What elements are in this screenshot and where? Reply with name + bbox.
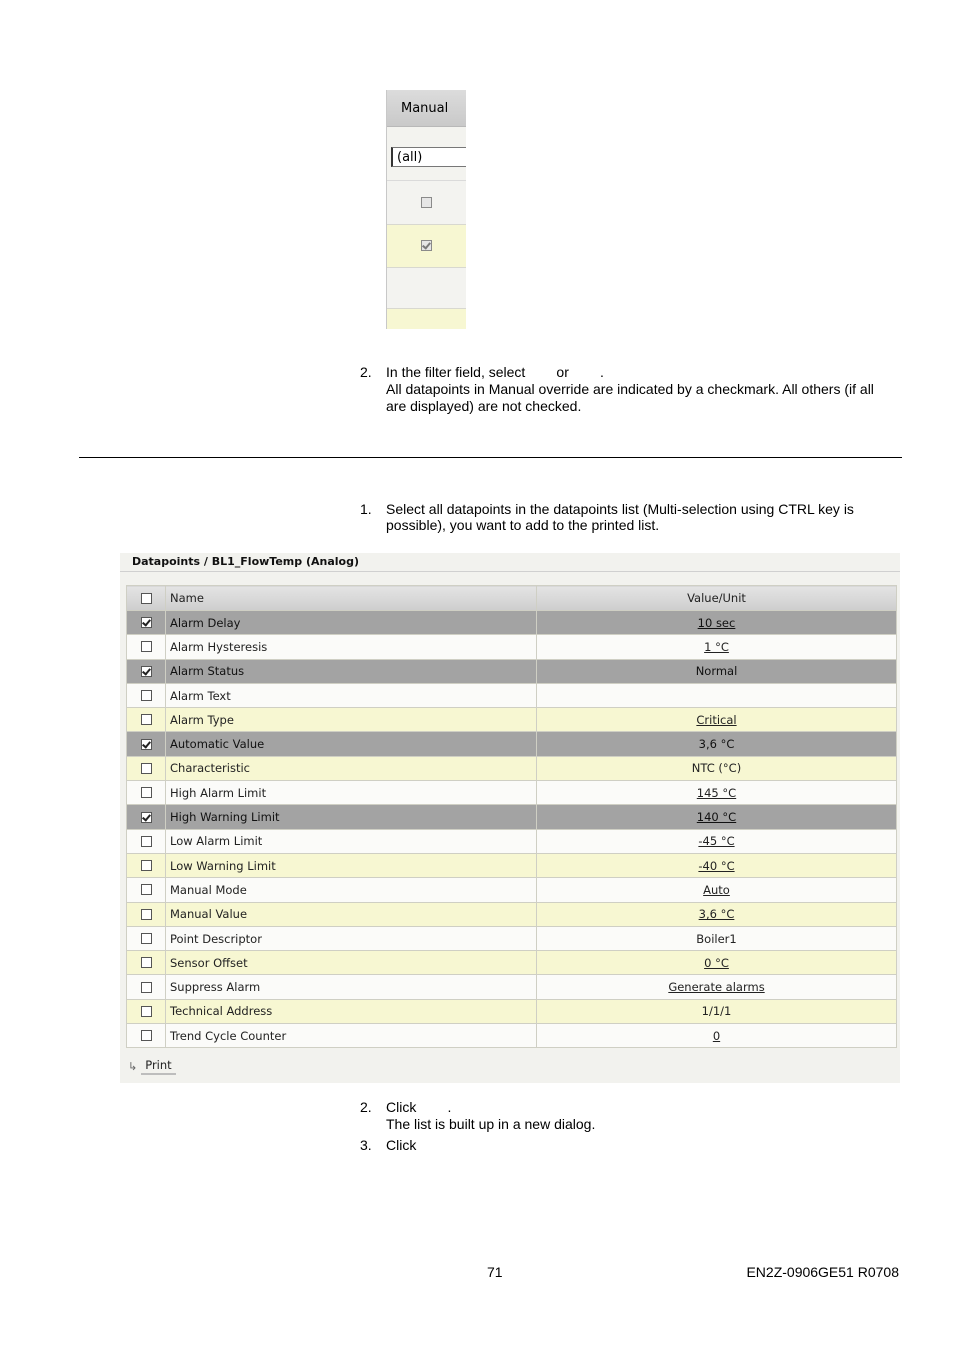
step-text: The list is built up in a new dialog. bbox=[386, 1116, 596, 1132]
table-row[interactable] bbox=[127, 902, 897, 926]
datapoint-value-cell bbox=[537, 805, 897, 829]
manual-column-header: Manual bbox=[387, 90, 466, 127]
checkbox-unchecked[interactable] bbox=[141, 641, 152, 652]
table-row[interactable] bbox=[127, 829, 897, 853]
datapoint-value: 1/1/1 bbox=[701, 1004, 732, 1019]
table-row[interactable] bbox=[127, 756, 897, 780]
datapoint-value-link[interactable]: -40 °C bbox=[698, 858, 735, 873]
step-text: All datapoints in Manual override are indicated by a checkmark. All others (if all bbox=[386, 381, 874, 397]
print-button[interactable] bbox=[128, 1058, 176, 1075]
manual-row-checked bbox=[387, 225, 466, 268]
row-checkbox-cell bbox=[127, 926, 166, 950]
manual-column-snippet bbox=[386, 90, 466, 329]
page-number: 71 bbox=[487, 1264, 503, 1280]
datapoint-value-link[interactable]: Generate alarms bbox=[668, 980, 765, 995]
table-row[interactable] bbox=[127, 611, 897, 635]
row-checkbox-cell bbox=[127, 683, 166, 707]
checkbox-checked[interactable] bbox=[141, 666, 152, 677]
table-row[interactable] bbox=[127, 708, 897, 732]
datapoint-name: Alarm Hysteresis bbox=[166, 635, 537, 659]
datapoint-value-cell bbox=[537, 902, 897, 926]
step-text: Select all datapoints in the datapoints list (Multi-selection using CTRL key is bbox=[386, 501, 854, 517]
table-header-row bbox=[127, 586, 897, 611]
datapoint-value-link[interactable]: Critical bbox=[696, 712, 737, 727]
table-row[interactable] bbox=[127, 635, 897, 659]
row-checkbox-cell bbox=[127, 635, 166, 659]
datapoint-name: Alarm Delay bbox=[166, 611, 537, 635]
manual-row-unchecked bbox=[387, 181, 466, 225]
row-checkbox-cell bbox=[127, 659, 166, 683]
row-checkbox-cell bbox=[127, 829, 166, 853]
datapoints-panel bbox=[120, 553, 900, 1083]
datapoint-value-link[interactable]: 1 °C bbox=[704, 639, 729, 654]
datapoint-value-link[interactable]: 3,6 °C bbox=[698, 907, 735, 922]
datapoint-value-cell bbox=[537, 975, 897, 999]
datapoint-value-cell bbox=[537, 999, 897, 1023]
datapoint-value-link[interactable]: Auto bbox=[703, 882, 730, 897]
step-number: 2. bbox=[360, 364, 372, 380]
datapoint-value: Boiler1 bbox=[696, 931, 737, 946]
manual-filter-select[interactable]: (all) bbox=[391, 147, 466, 167]
checkbox-unchecked[interactable] bbox=[421, 197, 432, 208]
table-row[interactable] bbox=[127, 975, 897, 999]
datapoint-name: Automatic Value bbox=[166, 732, 537, 756]
table-row[interactable] bbox=[127, 853, 897, 877]
checkbox-checked[interactable] bbox=[141, 739, 152, 750]
datapoint-name: Manual Mode bbox=[166, 878, 537, 902]
datapoint-name: Characteristic bbox=[166, 756, 537, 780]
title-divider bbox=[120, 571, 900, 572]
datapoint-value: Normal bbox=[695, 664, 738, 679]
step-number: 1. bbox=[360, 501, 372, 517]
table-row[interactable] bbox=[127, 805, 897, 829]
row-checkbox-cell bbox=[127, 1024, 166, 1048]
row-checkbox-cell bbox=[127, 611, 166, 635]
print-button-label: Print bbox=[141, 1058, 175, 1075]
datapoint-name: High Alarm Limit bbox=[166, 781, 537, 805]
datapoint-value-cell bbox=[537, 951, 897, 975]
checkbox-unchecked[interactable] bbox=[141, 933, 152, 944]
checkbox-unchecked[interactable] bbox=[141, 763, 152, 774]
document-id: EN2Z-0906GE51 R0708 bbox=[746, 1264, 899, 1280]
row-checkbox-cell bbox=[127, 781, 166, 805]
step-text: Click bbox=[386, 1137, 417, 1153]
row-checkbox-cell bbox=[127, 999, 166, 1023]
datapoint-name: Low Warning Limit bbox=[166, 853, 537, 877]
table-row[interactable] bbox=[127, 951, 897, 975]
datapoint-value-cell bbox=[537, 926, 897, 950]
datapoint-value-cell bbox=[537, 611, 897, 635]
datapoint-name: Trend Cycle Counter bbox=[166, 1024, 537, 1048]
datapoint-value-link[interactable]: 145 °C bbox=[696, 785, 737, 800]
table-row[interactable] bbox=[127, 1024, 897, 1048]
arrow-icon: ↳ bbox=[128, 1060, 138, 1073]
datapoint-value-link[interactable]: 140 °C bbox=[696, 810, 737, 825]
datapoint-value-cell bbox=[537, 683, 897, 707]
datapoint-name: Sensor Offset bbox=[166, 951, 537, 975]
row-checkbox-cell bbox=[127, 902, 166, 926]
checkbox-unchecked[interactable] bbox=[141, 1006, 152, 1017]
checkbox-unchecked[interactable] bbox=[141, 836, 152, 847]
checkbox-checked[interactable] bbox=[141, 617, 152, 628]
column-header-value[interactable]: Value/Unit bbox=[537, 586, 897, 611]
datapoint-value-cell bbox=[537, 829, 897, 853]
checkbox-unchecked[interactable] bbox=[141, 957, 152, 968]
step-text: Click . bbox=[386, 1099, 452, 1115]
row-checkbox-cell bbox=[127, 878, 166, 902]
datapoint-name: Manual Value bbox=[166, 902, 537, 926]
datapoint-value-cell bbox=[537, 659, 897, 683]
datapoint-value: 3,6 °C bbox=[698, 737, 735, 752]
checkbox-checked[interactable] bbox=[421, 240, 432, 251]
datapoint-value-cell bbox=[537, 781, 897, 805]
datapoint-value-link[interactable]: 10 sec bbox=[697, 615, 736, 630]
checkbox-unchecked[interactable] bbox=[141, 690, 152, 701]
column-header-name[interactable]: Name bbox=[166, 586, 537, 611]
datapoint-name: High Warning Limit bbox=[166, 805, 537, 829]
datapoint-name: Technical Address bbox=[166, 999, 537, 1023]
datapoint-name: Suppress Alarm bbox=[166, 975, 537, 999]
table-row[interactable] bbox=[127, 659, 897, 683]
manual-row-empty bbox=[387, 268, 466, 309]
checkbox-unchecked[interactable] bbox=[141, 714, 152, 725]
row-checkbox-cell bbox=[127, 732, 166, 756]
row-checkbox-cell bbox=[127, 805, 166, 829]
datapoint-name: Alarm Text bbox=[166, 683, 537, 707]
select-all-cell bbox=[127, 586, 166, 611]
section-divider bbox=[79, 457, 902, 458]
checkbox-unchecked[interactable] bbox=[141, 787, 152, 798]
datapoint-value-cell bbox=[537, 853, 897, 877]
panel-title: Datapoints / BL1_FlowTemp (Analog) bbox=[132, 555, 359, 568]
table-row[interactable] bbox=[127, 926, 897, 950]
manual-filter-row bbox=[387, 127, 466, 181]
table-row[interactable] bbox=[127, 999, 897, 1023]
datapoint-value-cell bbox=[537, 635, 897, 659]
table-row[interactable] bbox=[127, 732, 897, 756]
datapoint-name: Low Alarm Limit bbox=[166, 829, 537, 853]
table-row[interactable] bbox=[127, 781, 897, 805]
row-checkbox-cell bbox=[127, 708, 166, 732]
step-text: are displayed) are not checked. bbox=[386, 398, 582, 414]
datapoint-name: Alarm Type bbox=[166, 708, 537, 732]
row-checkbox-cell bbox=[127, 853, 166, 877]
row-checkbox-cell bbox=[127, 975, 166, 999]
checkbox-checked[interactable] bbox=[141, 812, 152, 823]
datapoint-name: Point Descriptor bbox=[166, 926, 537, 950]
checkbox-unchecked[interactable] bbox=[141, 909, 152, 920]
datapoint-value-cell bbox=[537, 878, 897, 902]
checkbox-unchecked[interactable] bbox=[141, 884, 152, 895]
datapoints-table bbox=[126, 585, 897, 1048]
checkbox-unchecked[interactable] bbox=[141, 982, 152, 993]
step-text: In the filter field, select or . bbox=[386, 364, 604, 380]
datapoint-value-link[interactable]: 0 bbox=[712, 1028, 721, 1043]
datapoint-value-cell bbox=[537, 1024, 897, 1048]
row-checkbox-cell bbox=[127, 756, 166, 780]
datapoint-value-cell bbox=[537, 732, 897, 756]
step-number: 2. bbox=[360, 1099, 372, 1115]
row-checkbox-cell bbox=[127, 951, 166, 975]
datapoint-value-cell bbox=[537, 756, 897, 780]
datapoint-value-cell bbox=[537, 708, 897, 732]
checkbox-unchecked[interactable] bbox=[141, 860, 152, 871]
manual-row-empty bbox=[387, 309, 466, 329]
step-number: 3. bbox=[360, 1137, 372, 1153]
table-row[interactable] bbox=[127, 878, 897, 902]
step-text: possible), you want to add to the printed list. bbox=[386, 517, 660, 533]
datapoint-value-link[interactable]: -45 °C bbox=[698, 834, 735, 849]
datapoint-value: NTC (°C) bbox=[691, 761, 742, 776]
select-all-checkbox[interactable] bbox=[141, 593, 152, 604]
datapoint-name: Alarm Status bbox=[166, 659, 537, 683]
checkbox-unchecked[interactable] bbox=[141, 1030, 152, 1041]
datapoint-value-link[interactable]: 0 °C bbox=[704, 955, 729, 970]
table-row[interactable] bbox=[127, 683, 897, 707]
